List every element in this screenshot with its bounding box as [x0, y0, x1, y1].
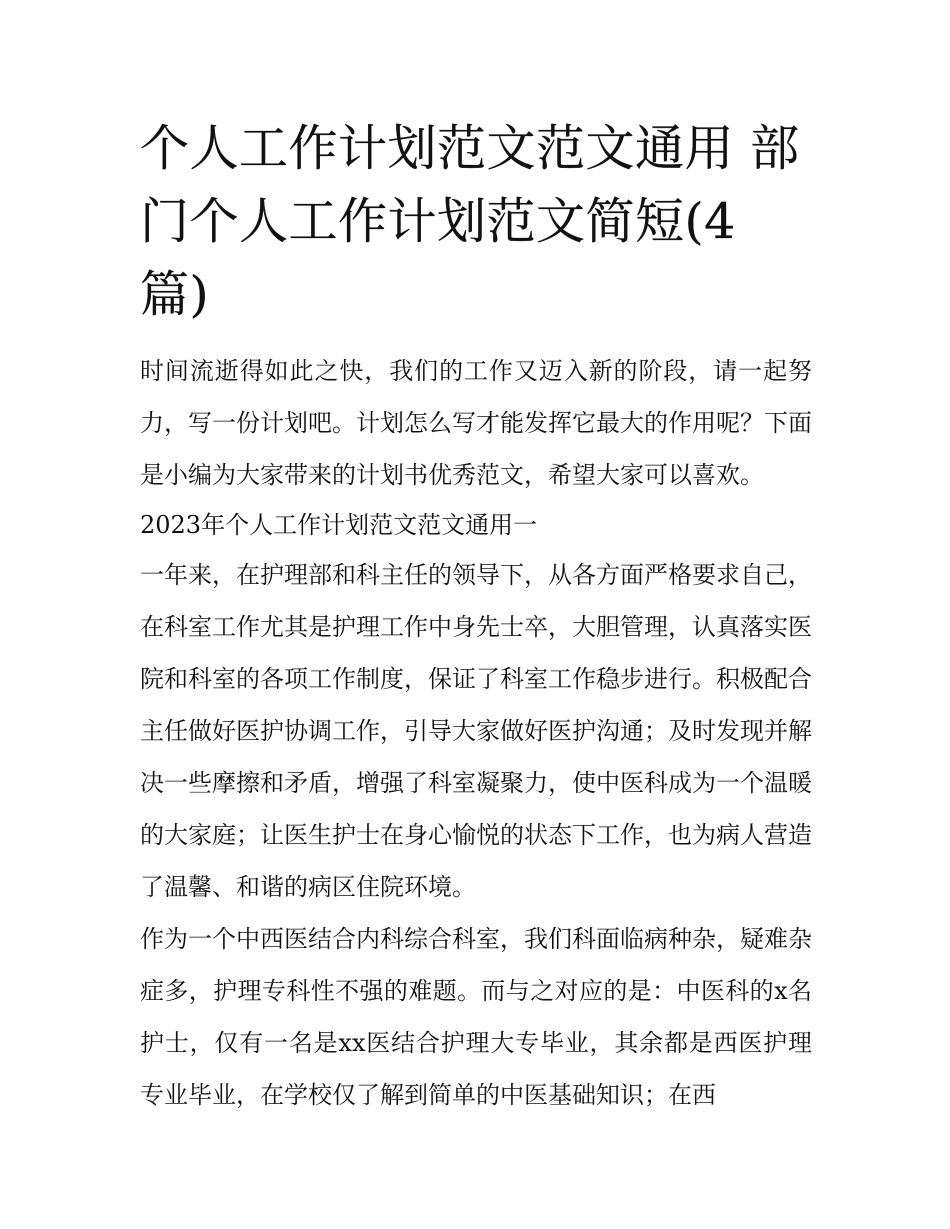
body-paragraph-1: 一年来，在护理部和科主任的领导下，从各方面严格要求自己，在科室工作尤其是护理工作中身先士卒，大胆管理，认真落实医院和科室的各项工作制度，保证了科室工作稳步进行。积极配合主任做好医护协调工作，引导大家做好医护沟通；及时发现并解决一些摩擦和矛盾，增强了科室凝聚力，使中医科成为一个温暖的大家庭；让医生护士在身心愉悦的状态下工作，也为病人营造了温馨、和谐的病区住院环境。 — [140, 561, 812, 901]
document-body — [140, 112, 812, 1121]
title-line-2: 门个人工作计划范文简短(4 — [140, 193, 736, 250]
document-title — [140, 112, 812, 331]
section-heading: 2023年个人工作计划范文范文通用一 — [140, 511, 538, 539]
title-line-3: 篇) — [140, 266, 210, 323]
title-line-1: 个人工作计划范文范文通用 部 — [140, 120, 800, 177]
intro-paragraph: 时间流逝得如此之快，我们的工作又迈入新的阶段，请一起努力，写一份计划吧。计划怎么写才能发挥它最大的作用呢？下面是小编为大家带来的计划书优秀范文，希望大家可以喜欢。 — [140, 357, 812, 489]
body-paragraph-2: 作为一个中西医结合内科综合科室，我们科面临病种杂，疑难杂症多，护理专科性不强的难题。而与之对应的是：中医科的x名护士，仅有一名是xx医结合护理大专毕业，其余都是西医护理专业毕业，在学校仅了解到简单的中医基础知识；在西 — [140, 925, 812, 1109]
